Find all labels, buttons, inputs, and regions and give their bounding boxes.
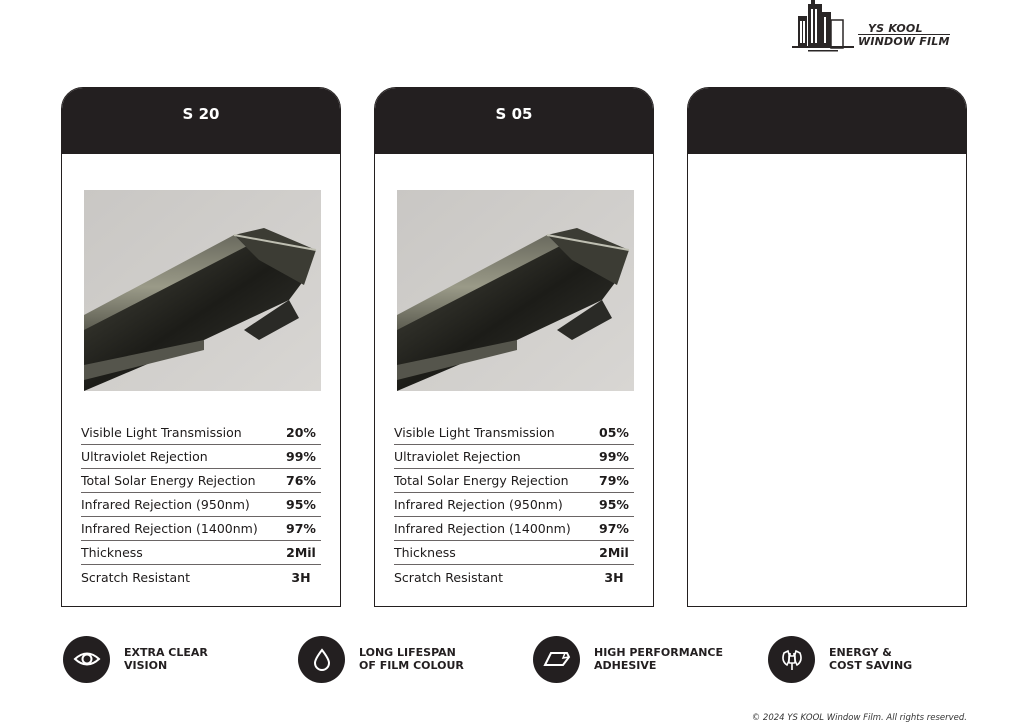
spec-label: Infrared Rejection (950nm) [81,497,250,512]
feature-label: ENERGY & [829,646,892,659]
spec-label: Scratch Resistant [394,569,503,585]
spec-label: Thickness [394,545,456,560]
spec-row [394,469,634,493]
feature-adhesive [533,635,734,683]
spec-row [394,493,634,517]
building-icon [788,0,858,54]
spec-value: 2Mil [286,545,316,560]
spec-row [394,445,634,469]
spec-value: 97% [599,521,629,536]
product-card-s20 [61,87,341,607]
brand-name-line1: YS KOOL [868,22,923,35]
spec-label: Total Solar Energy Rejection [394,473,569,488]
spec-row [81,469,321,493]
feature-clear-vision [63,635,264,683]
spec-label: Visible Light Transmission [81,425,242,440]
brand-logo [788,0,953,54]
spec-row [81,517,321,541]
spec-label: Ultraviolet Rejection [394,449,521,464]
spec-value: 2Mil [599,545,629,560]
spec-label: Infrared Rejection (1400nm) [81,521,258,536]
card-title: S 05 [375,88,653,154]
feature-label: ADHESIVE [594,659,657,672]
feature-energy-saving [768,635,969,683]
spec-row [394,421,634,445]
spec-row [81,541,321,565]
plug-leaf-icon [768,636,815,683]
spec-row [81,445,321,469]
adhesive-film-icon [533,636,580,683]
tint-film-roll-photo [84,190,321,391]
tint-film-roll-photo [397,190,634,391]
feature-long-lifespan [298,635,499,683]
spec-table [394,421,634,589]
spec-label: Infrared Rejection (1400nm) [394,521,571,536]
spec-row [81,565,321,589]
spec-value: 20% [286,425,316,440]
spec-value: 95% [286,497,316,512]
feature-label: COST SAVING [829,659,913,672]
feature-label: EXTRA CLEAR [124,646,208,659]
spec-value: 79% [599,473,629,488]
spec-value: 97% [286,521,316,536]
feature-label: VISION [124,659,168,672]
spec-value: 05% [599,425,629,440]
spec-row [81,493,321,517]
spec-value: 95% [599,497,629,512]
spec-label: Thickness [81,545,143,560]
feature-label: LONG LIFESPAN [359,646,456,659]
spec-value: 99% [286,449,316,464]
spec-value: 99% [599,449,629,464]
spec-label: Total Solar Energy Rejection [81,473,256,488]
spec-row [394,565,634,589]
droplet-icon [298,636,345,683]
spec-label: Infrared Rejection (950nm) [394,497,563,512]
spec-value: 3H [291,569,311,585]
spec-label: Ultraviolet Rejection [81,449,208,464]
card-title [688,88,966,154]
spec-label: Scratch Resistant [81,569,190,585]
feature-label: OF FILM COLOUR [359,659,464,672]
product-card-s05 [374,87,654,607]
spec-row [394,541,634,565]
spec-value: 76% [286,473,316,488]
spec-label: Visible Light Transmission [394,425,555,440]
product-card-empty [687,87,967,607]
spec-row [394,517,634,541]
eye-icon [63,636,110,683]
spec-value: 3H [604,569,624,585]
brand-name-line2: WINDOW FILM [858,35,950,48]
card-title: S 20 [62,88,340,154]
copyright-text: © 2024 YS KOOL Window Film. All rights reserved. [751,713,967,723]
feature-label: HIGH PERFORMANCE [594,646,723,659]
spec-table [81,421,321,589]
spec-row [81,421,321,445]
